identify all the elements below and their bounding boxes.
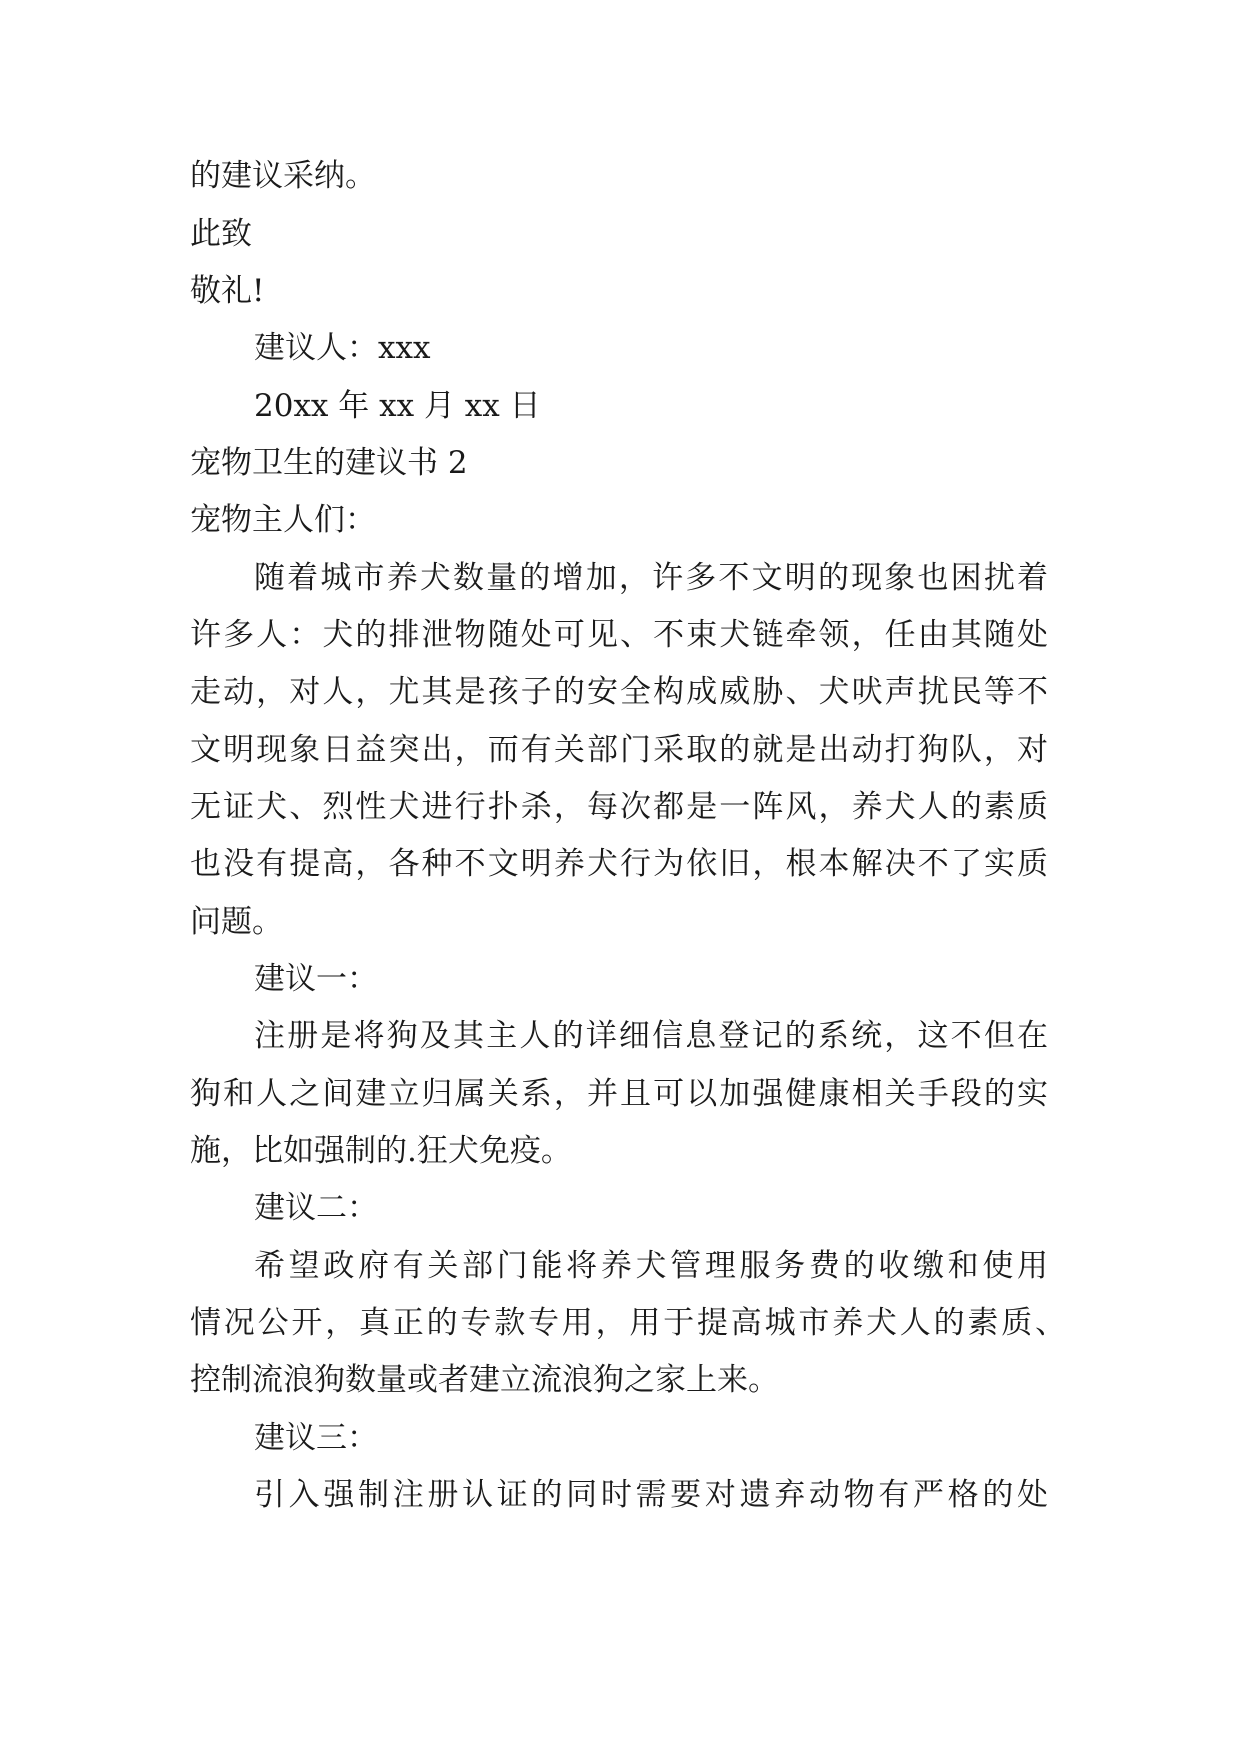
suggestion-heading: 建议二： xyxy=(254,1190,378,1226)
text-line: 敬礼! xyxy=(190,273,265,309)
text-line: 文明现象日益突出，而有关部门采取的就是出动打狗队，对 xyxy=(190,732,1048,768)
text-line: 的建议采纳。 xyxy=(190,158,376,194)
text-line: 许多人：犬的排泄物随处可见、不束犬链牵领，任由其随处 xyxy=(190,617,1048,653)
text-line: 随着城市养犬数量的增加，许多不文明的现象也困扰着 xyxy=(254,560,1048,596)
suggestion-heading: 建议一： xyxy=(254,961,378,997)
text-line: 控制流浪狗数量或者建立流浪狗之家上来。 xyxy=(190,1362,779,1398)
section-title: 宠物卫生的建议书 2 xyxy=(190,445,468,481)
text-line: 引入强制注册认证的同时需要对遗弃动物有严格的处 xyxy=(254,1477,1048,1513)
text-line: 也没有提高，各种不文明养犬行为依旧，根本解决不了实质 xyxy=(190,846,1048,882)
text-line: 情况公开，真正的专款专用，用于提高城市养犬人的素质、 xyxy=(190,1305,1066,1341)
salutation: 宠物主人们： xyxy=(190,502,376,538)
text-line: 走动，对人，尤其是孩子的安全构成威胁、犬吠声扰民等不 xyxy=(190,674,1048,710)
signature-date: 20xx 年 xx 月 xx 日 xyxy=(254,388,541,424)
text-line: 施，比如强制的.狂犬免疫。 xyxy=(190,1133,572,1169)
text-line: 此致 xyxy=(190,216,252,252)
suggestion-heading: 建议三： xyxy=(254,1420,378,1456)
text-line: 注册是将狗及其主人的详细信息登记的系统，这不但在 xyxy=(254,1018,1048,1054)
text-line: 问题。 xyxy=(190,904,283,940)
text-line: 无证犬、烈性犬进行扑杀，每次都是一阵风，养犬人的素质 xyxy=(190,789,1048,825)
text-line: 狗和人之间建立归属关系，并且可以加强健康相关手段的实 xyxy=(190,1076,1048,1112)
text-line: 希望政府有关部门能将养犬管理服务费的收缴和使用 xyxy=(254,1248,1048,1284)
signature-name: 建议人：xxx xyxy=(254,330,431,366)
